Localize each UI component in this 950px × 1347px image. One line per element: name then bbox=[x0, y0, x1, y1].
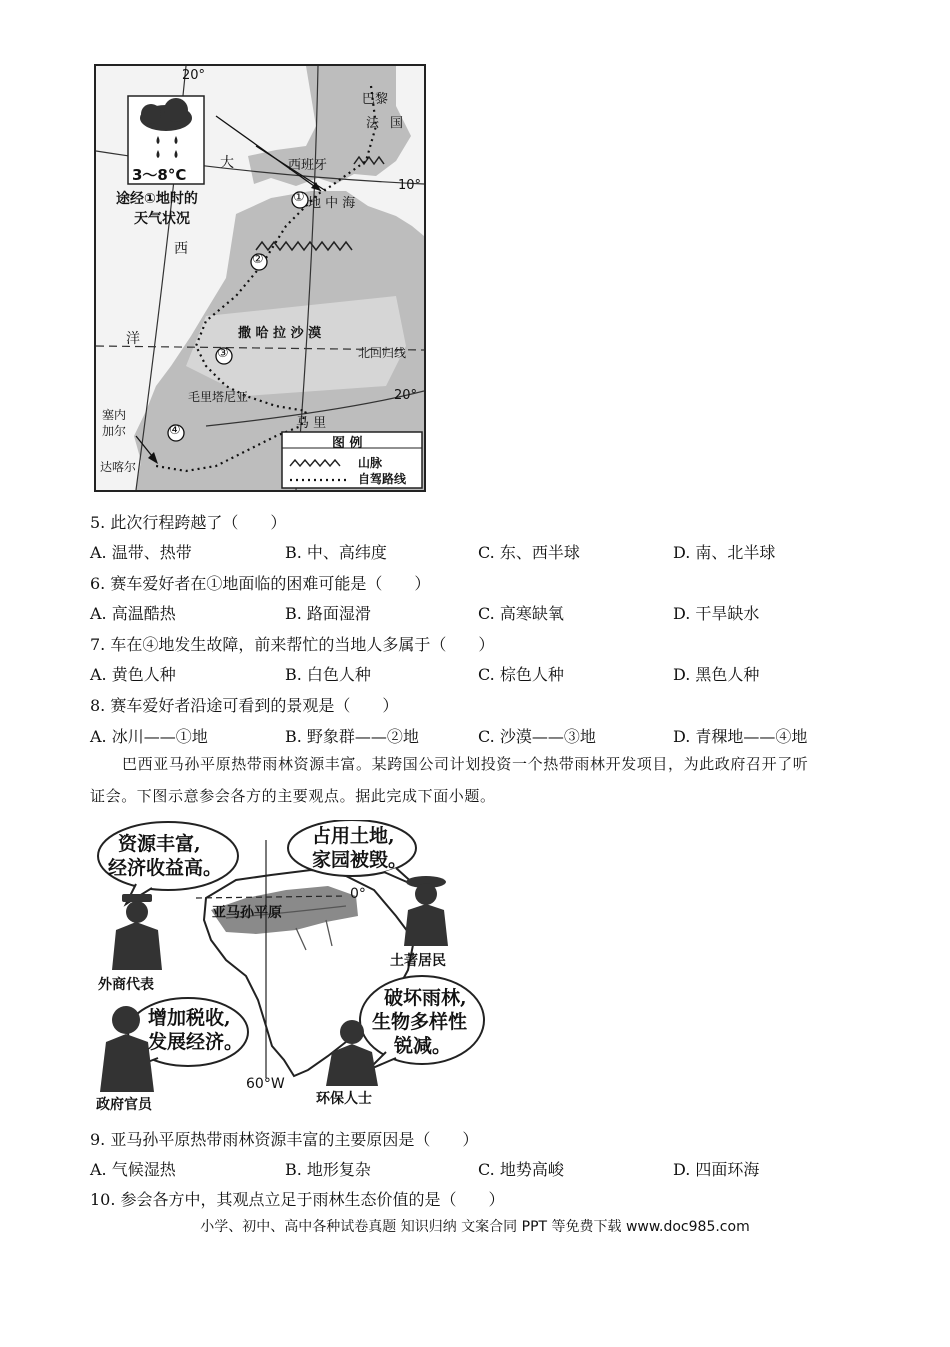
q6-option-c: C. 高寒缺氧 bbox=[478, 604, 564, 623]
mediterranean-label: 地 中 海 bbox=[308, 196, 356, 211]
senegal-label-1: 塞内 bbox=[102, 408, 127, 422]
q5-option-d: D. 南、北半球 bbox=[673, 543, 776, 562]
question-6: 6. 赛车爱好者在①地面临的困难可能是（ ） bbox=[90, 574, 431, 593]
lat-20-right: 20° bbox=[394, 388, 418, 403]
q9-option-c: C. 地势高峻 bbox=[478, 1160, 564, 1179]
q8-option-c: C. 沙漠——③地 bbox=[478, 727, 596, 746]
q8-option-a: A. 冰川——①地 bbox=[90, 727, 208, 746]
q5-option-c: C. 东、西半球 bbox=[478, 543, 580, 562]
passage-line-1: 巴西亚马孙平原热带雨林资源丰富。某跨国公司计划投资一个热带雨林开发项目，为此政府召开了听 bbox=[122, 755, 809, 773]
passage-line-2: 证会。下图示意参会各方的主要观点。据此完成下面小题。 bbox=[90, 787, 496, 805]
q6-option-b: B. 路面湿滑 bbox=[285, 604, 371, 623]
lon-10: 10° bbox=[398, 178, 422, 193]
q7-option-b: B. 白色人种 bbox=[285, 665, 371, 684]
dakar-label: 达喀尔 bbox=[100, 460, 137, 474]
question-10: 10. 参会各方中，其观点立足于雨林生态价值的是（ ） bbox=[90, 1190, 505, 1209]
q9-option-d: D. 四面环海 bbox=[673, 1160, 760, 1179]
person-env-label: 环保人士 bbox=[316, 1091, 372, 1107]
q6-option-a: A. 高温酷热 bbox=[90, 604, 176, 623]
q5-option-b: B. 中、高纬度 bbox=[285, 543, 387, 562]
bubble-env-1: 破坏雨林, bbox=[384, 987, 467, 1009]
france-label-1: 法 bbox=[366, 116, 380, 131]
question-7: 7. 车在④地发生故障，前来帮忙的当地人多属于（ ） bbox=[90, 635, 495, 654]
weather-temp: 3～8°C bbox=[132, 166, 187, 184]
meridian-label: 60°W bbox=[246, 1076, 285, 1092]
point-4: ④ bbox=[169, 423, 181, 438]
lat-20-top: 20° bbox=[182, 68, 206, 83]
senegal-label-2: 加尔 bbox=[102, 424, 127, 438]
person-foreign-label: 外商代表 bbox=[98, 977, 154, 993]
bubble-foreign-1: 资源丰富, bbox=[118, 833, 201, 855]
person-gov-label: 政府官员 bbox=[96, 1097, 152, 1113]
q5-option-a: A. 温带、热带 bbox=[90, 543, 192, 562]
mauritania-label: 毛里塔尼亚 bbox=[188, 390, 249, 404]
paris-label: 巴黎 bbox=[362, 92, 389, 107]
point-1: ① bbox=[293, 190, 305, 205]
legend-mountain: 山脉 bbox=[358, 456, 383, 470]
france-label-2: 国 bbox=[390, 116, 404, 131]
q9-option-b: B. 地形复杂 bbox=[285, 1160, 371, 1179]
q8-option-b: B. 野象群——②地 bbox=[285, 727, 419, 746]
point-3: ③ bbox=[217, 346, 229, 361]
tropic-label: 北回归线 bbox=[358, 346, 407, 360]
q7-option-c: C. 棕色人种 bbox=[478, 665, 564, 684]
equator-label: 0° bbox=[350, 886, 366, 902]
bubble-gov-2: 发展经济。 bbox=[148, 1031, 244, 1053]
point-2: ② bbox=[252, 252, 264, 267]
spain-label: 西班牙 bbox=[288, 158, 328, 173]
person-native-label: 土著居民 bbox=[390, 953, 446, 969]
mali-label: 马 里 bbox=[296, 416, 327, 431]
bubble-native-2: 家园被毁。 bbox=[312, 849, 408, 871]
amazon-label: 亚马孙平原 bbox=[212, 905, 282, 921]
page-footer: 小学、初中、高中各种试卷真题 知识归纳 文案合同 PPT 等免费下载 www.doc985.com bbox=[200, 1219, 750, 1235]
weather-caption-2: 天气状况 bbox=[134, 211, 190, 227]
legend-route: 自驾路线 bbox=[358, 472, 407, 486]
q6-option-d: D. 干旱缺水 bbox=[673, 604, 760, 623]
question-8: 8. 赛车爱好者沿途可看到的景观是（ ） bbox=[90, 696, 399, 715]
weather-caption-1: 途经①地时的 bbox=[116, 191, 198, 207]
q7-option-d: D. 黑色人种 bbox=[673, 665, 760, 684]
sahara-label: 撒 哈 拉 沙 漠 bbox=[238, 326, 322, 341]
question-9: 9. 亚马孙平原热带雨林资源丰富的主要原因是（ ） bbox=[90, 1130, 479, 1149]
q9-option-a: A. 气候湿热 bbox=[90, 1160, 176, 1179]
bubble-env-3: 锐减。 bbox=[394, 1035, 452, 1057]
route-map bbox=[94, 64, 426, 492]
q7-option-a: A. 黄色人种 bbox=[90, 665, 176, 684]
ocean-char-3: 洋 bbox=[126, 331, 140, 347]
bubble-native-1: 占用土地, bbox=[312, 825, 395, 847]
question-5: 5. 此次行程跨越了（ ） bbox=[90, 513, 287, 532]
hearing-illustration bbox=[96, 820, 486, 1116]
ocean-char-1: 大 bbox=[220, 155, 234, 171]
q8-option-d: D. 青稞地——④地 bbox=[673, 727, 808, 746]
ocean-char-2: 西 bbox=[174, 241, 188, 257]
bubble-foreign-2: 经济收益高。 bbox=[108, 857, 223, 879]
bubble-gov-1: 增加税收, bbox=[148, 1007, 231, 1029]
legend-title: 图 例 bbox=[332, 436, 363, 451]
bubble-env-2: 生物多样性 bbox=[372, 1011, 468, 1033]
